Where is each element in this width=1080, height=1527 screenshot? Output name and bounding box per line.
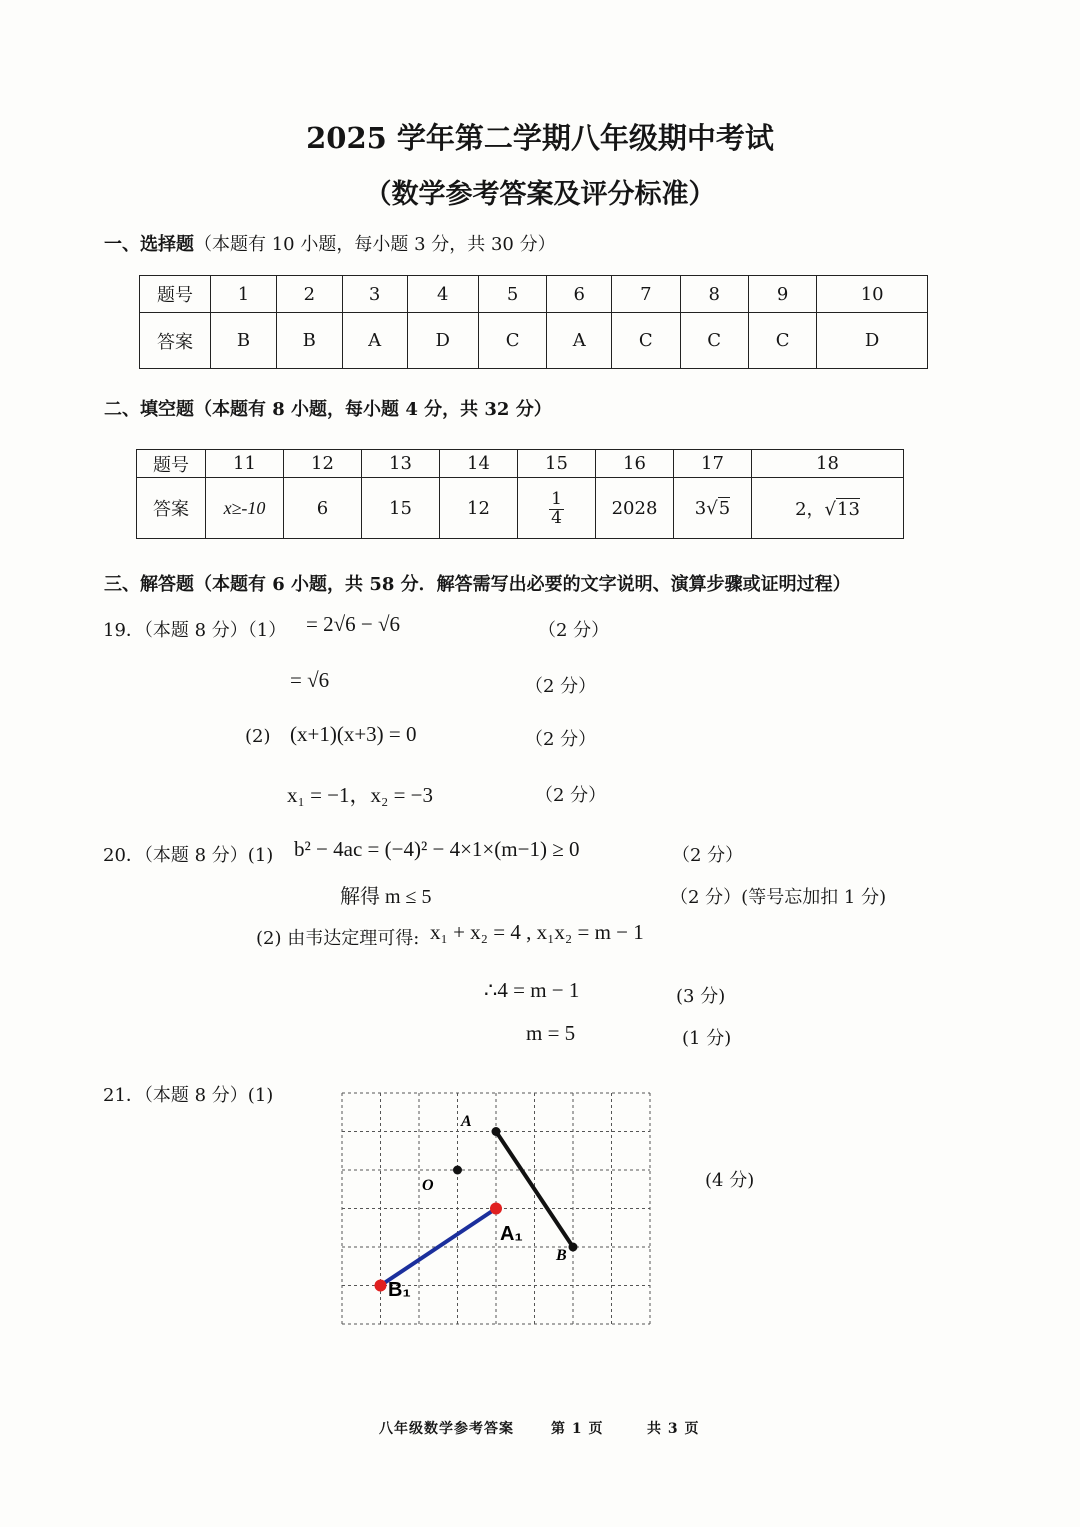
cell-number: 14 — [440, 450, 518, 478]
q19-label: 19．（本题 8 分）（1） — [103, 620, 287, 641]
q20-score2: （2 分）(等号忘加扣 1 分) — [670, 887, 887, 908]
q20-line3: x₁ + x₂ = 4 , x₁x₂ = m − 1 — [430, 920, 644, 944]
q21-label: 21．（本题 8 分）(1) — [103, 1085, 274, 1106]
radicand: 13 — [837, 499, 860, 520]
section1-answer-table — [139, 275, 928, 369]
section1-heading — [104, 230, 556, 256]
cell-number: 17 — [674, 450, 752, 478]
cell-answer: A — [547, 313, 612, 369]
label-o: O — [422, 1177, 434, 1194]
label-b: B — [556, 1247, 567, 1264]
cell-number: 16 — [596, 450, 674, 478]
point-a — [492, 1127, 501, 1136]
section1-note: （本题有 10 小题，每小题 3 分，共 30 分） — [194, 234, 556, 255]
cell-number: 12 — [284, 450, 362, 478]
q19-line3: (x+1)(x+3) = 0 — [290, 722, 417, 746]
q20-line1: b² − 4ac = (−4)² − 4×1×(m−1) ≥ 0 — [294, 837, 580, 861]
cell-number: 5 — [478, 276, 546, 313]
q20-score4: (1 分) — [682, 1028, 732, 1049]
q20-line5: m = 5 — [526, 1021, 576, 1045]
point-a1 — [490, 1203, 502, 1215]
row-label: 答案 — [140, 313, 211, 369]
row-label: 题号 — [137, 450, 206, 478]
q19-score1: （2 分） — [538, 620, 610, 641]
answer-11-text: x≥-10 — [223, 497, 266, 518]
cell-number: 2 — [276, 276, 342, 313]
cell-answer: C — [680, 313, 748, 369]
section2-heading-text: 二、填空题 — [104, 399, 194, 420]
q21-score: (4 分) — [705, 1170, 755, 1191]
answer-16: 2028 — [596, 478, 674, 539]
section1-heading-text: 一、选择题 — [104, 234, 194, 255]
page-title: 2025 学年第二学期八年级期中考试 — [306, 121, 774, 155]
cell-number: 1 — [211, 276, 277, 313]
table-row — [140, 313, 928, 369]
cell-number: 18 — [752, 450, 904, 478]
answer-14: 12 — [440, 478, 518, 539]
answer-13: 15 — [362, 478, 440, 539]
footer-total: 共 3 页 — [647, 1421, 700, 1437]
cell-number: 13 — [362, 450, 440, 478]
point-o — [453, 1166, 462, 1175]
cell-answer: C — [478, 313, 546, 369]
answer-11 — [206, 478, 284, 539]
cell-answer: B — [276, 313, 342, 369]
point-b1 — [375, 1280, 387, 1292]
section3-note: （本题有 6 小题，共 58 分．解答需写出必要的文字说明、演算步骤或证明过程） — [194, 574, 851, 595]
q19-score4: （2 分） — [535, 785, 607, 806]
q20-score3: (3 分) — [676, 986, 726, 1007]
table-row — [140, 276, 928, 313]
q19-score2: （2 分） — [525, 676, 597, 697]
q20-line4: ∴4 = m − 1 — [484, 978, 580, 1002]
cell-answer: D — [817, 313, 928, 369]
q19-line2: = √6 — [290, 668, 330, 692]
cell-number: 8 — [680, 276, 748, 313]
q19-part2: (2) — [245, 726, 271, 747]
cell-number: 10 — [817, 276, 928, 313]
radicand: 5 — [718, 497, 731, 519]
q20-score1: （2 分） — [672, 845, 744, 866]
label-a1: A₁ — [500, 1223, 523, 1245]
row-label: 题号 — [140, 276, 211, 313]
cell-number: 9 — [748, 276, 816, 313]
sqrt-icon: √ — [706, 497, 718, 519]
section2-note: （本题有 8 小题，每小题 4 分，共 32 分） — [194, 399, 552, 420]
fraction — [549, 491, 564, 528]
point-b — [569, 1243, 578, 1252]
q19-line4: x₁ = −1，x₂ = −3 — [287, 783, 434, 807]
label-b1: B₁ — [388, 1279, 411, 1301]
cell-answer: D — [407, 313, 478, 369]
answer-17 — [674, 478, 752, 539]
q20-label: 20．（本题 8 分）(1) — [103, 845, 274, 866]
cell-number: 11 — [206, 450, 284, 478]
cell-answer: C — [612, 313, 680, 369]
footer-page: 第 1 页 — [551, 1421, 604, 1437]
answer-18 — [752, 478, 904, 539]
coefficient: 3 — [694, 497, 707, 519]
q19-score3: （2 分） — [525, 729, 597, 750]
fraction-numerator: 1 — [551, 489, 562, 510]
row-label: 答案 — [137, 478, 206, 539]
section2-heading — [104, 395, 552, 421]
cell-number: 7 — [612, 276, 680, 313]
fraction-denominator: 4 — [551, 508, 562, 528]
cell-number: 6 — [547, 276, 612, 313]
label-a: A — [461, 1113, 472, 1130]
answer-18-prefix: 2， — [795, 499, 825, 520]
sqrt-icon: √ — [824, 499, 837, 520]
q21-grid-figure — [330, 1080, 670, 1340]
section3-heading-text: 三、解答题 — [104, 574, 194, 595]
cell-number: 3 — [342, 276, 407, 313]
cell-answer: A — [342, 313, 407, 369]
table-row — [137, 478, 904, 539]
page-subtitle: （数学参考答案及评分标准） — [364, 179, 716, 210]
q19-line1: = 2√6 − √6 — [306, 612, 400, 636]
cell-answer: C — [748, 313, 816, 369]
section3-heading — [104, 570, 851, 596]
answer-12: 6 — [284, 478, 362, 539]
section2-answer-table — [136, 449, 904, 539]
table-row — [137, 450, 904, 478]
cell-answer: B — [211, 313, 277, 369]
cell-number: 4 — [407, 276, 478, 313]
answer-15 — [518, 478, 596, 539]
cell-number: 15 — [518, 450, 596, 478]
q20-line2: 解得 m ≤ 5 — [340, 886, 432, 908]
q20-part2: (2) 由韦达定理可得: — [256, 928, 420, 949]
footer-left: 八年级数学参考答案 — [379, 1421, 514, 1437]
